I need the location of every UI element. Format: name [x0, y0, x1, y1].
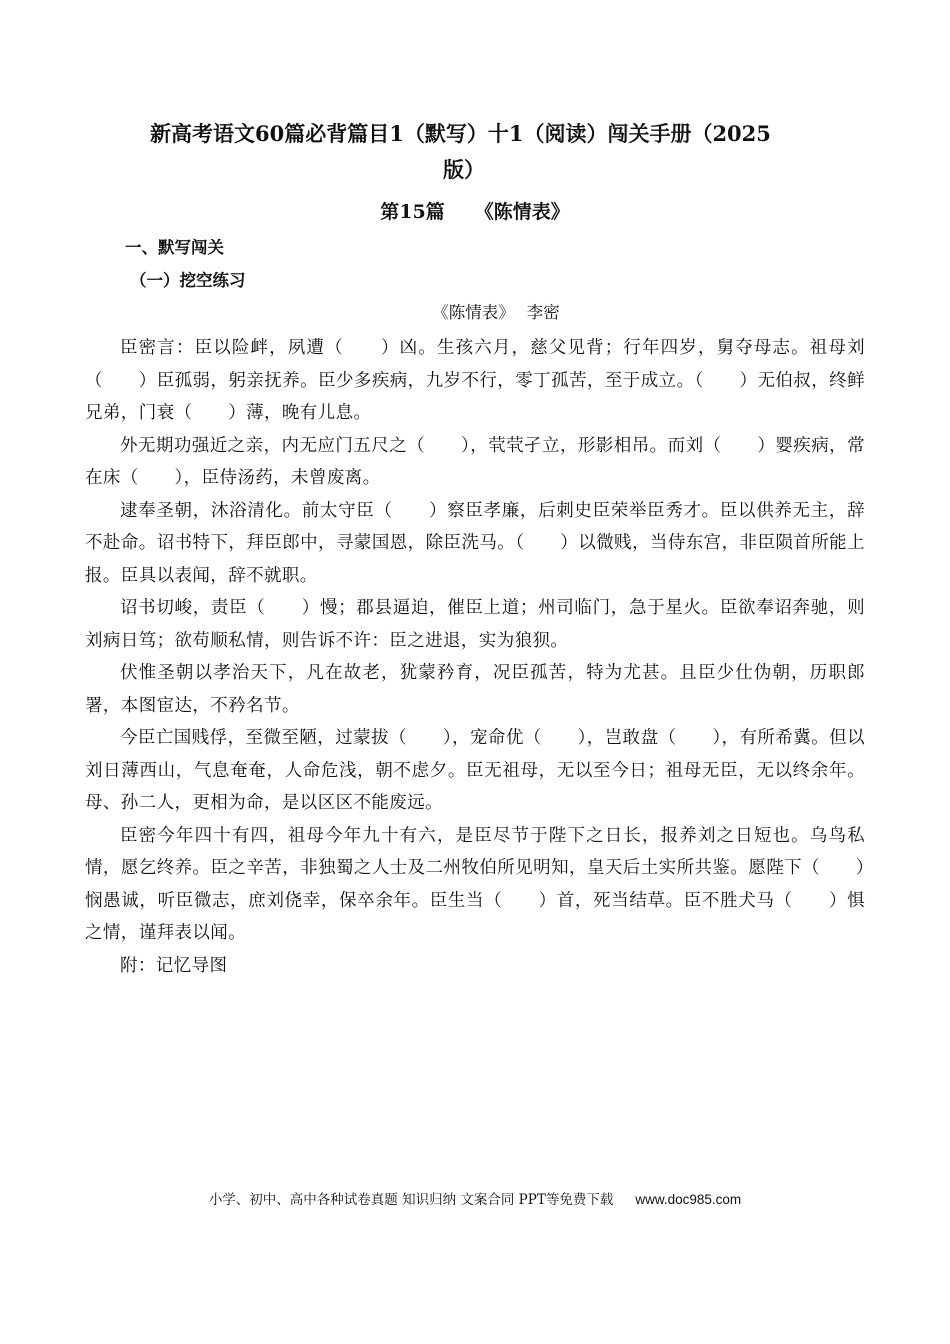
poem-body [85, 332, 865, 982]
footer-link[interactable]: www.doc985.com [635, 1192, 742, 1207]
page-footer [0, 1190, 950, 1210]
paragraph-1: 臣密言：臣以险衅，夙遭（ ）凶。生孩六月，慈父见背；行年四岁，舅夺母志。祖母刘（ ）臣孤弱，躬亲抚养。臣少多疾病，九岁不行，零丁孤苦，至于成立。（ ）无伯叔，终鲜兄弟，门衰（ ）薄，晚有儿息。 [85, 338, 865, 423]
poem-author: 李密 [526, 303, 560, 322]
paragraph-5: 伏惟圣朝以孝治天下，凡在故老，犹蒙矜育，况臣孤苦，特为尤甚。且臣少仕伪朝，历职郎署，本图宦达，不矜名节。 [85, 663, 865, 716]
paragraph-2: 外无期功强近之亲，内无应门五尺之（ ），茕茕孑立，形影相吊。而刘（ ）婴疾病，常在床（ ），臣侍汤药，未曾废离。 [85, 435, 865, 488]
paragraph-3: 逮奉圣朝，沐浴清化。前太守臣（ ）察臣孝廉，后刺史臣荣举臣秀才。臣以供养无主，辞不赴命。诏书特下，拜臣郎中，寻蒙国恩，除臣洗马。（ ）以微贱，当侍东宫，非臣陨首所能上报。臣具以表闻，辞不就职。 [85, 500, 865, 586]
document-title-line2: 版） [443, 157, 485, 182]
document-title-line1: 新高考语文60篇必背篇目1（默写）十1（阅读）闯关手册（2025 [150, 121, 771, 146]
document-title [150, 116, 850, 188]
poem-caption [0, 301, 950, 325]
chapter-number: 第15篇 [380, 201, 445, 223]
paragraph-7: 臣密今年四十有四，祖母今年九十有六，是臣尽节于陛下之日长，报养刘之日短也。乌鸟私情，愿乞终养。臣之辛苦，非独蜀之人士及二州牧伯所见明知，皇天后土实所共鉴。愿陛下（ ）悯愚诚，听臣微志，庶刘侥幸，保卒余年。臣生当（ ）首，死当结草。臣不胜犬马（ ）惧之情，谨拜表以闻。 [85, 825, 865, 943]
section-heading: 一、默写闯关 [125, 238, 224, 257]
subsection-heading: （一）挖空练习 [130, 271, 246, 290]
paragraph-4: 诏书切峻，责臣（ ）慢；郡县逼迫，催臣上道；州司临门，急于星火。臣欲奉诏奔驰，则刘病日笃；欲苟顺私情，则告诉不许：臣之进退，实为狼狈。 [85, 598, 865, 651]
footer-text: 小学、初中、高中各种试卷真题 知识归纳 文案合同 PPT等免费下载 [208, 1192, 614, 1208]
appendix-note: 附：记忆导图 [120, 955, 228, 976]
poem-title: 《陈情表》 [432, 303, 515, 322]
paragraph-6: 今臣亡国贱俘，至微至陋，过蒙拔（ ），宠命优（ ），岂敢盘（ ），有所希冀。但以刘日薄西山，气息奄奄，人命危浅，朝不虑夕。臣无祖母，无以至今日；祖母无臣，无以终余年。母、孙二人，更相为命，是以区区不能废远。 [85, 728, 865, 813]
chapter-name: 《陈情表》 [474, 201, 570, 223]
chapter-title [0, 198, 950, 226]
